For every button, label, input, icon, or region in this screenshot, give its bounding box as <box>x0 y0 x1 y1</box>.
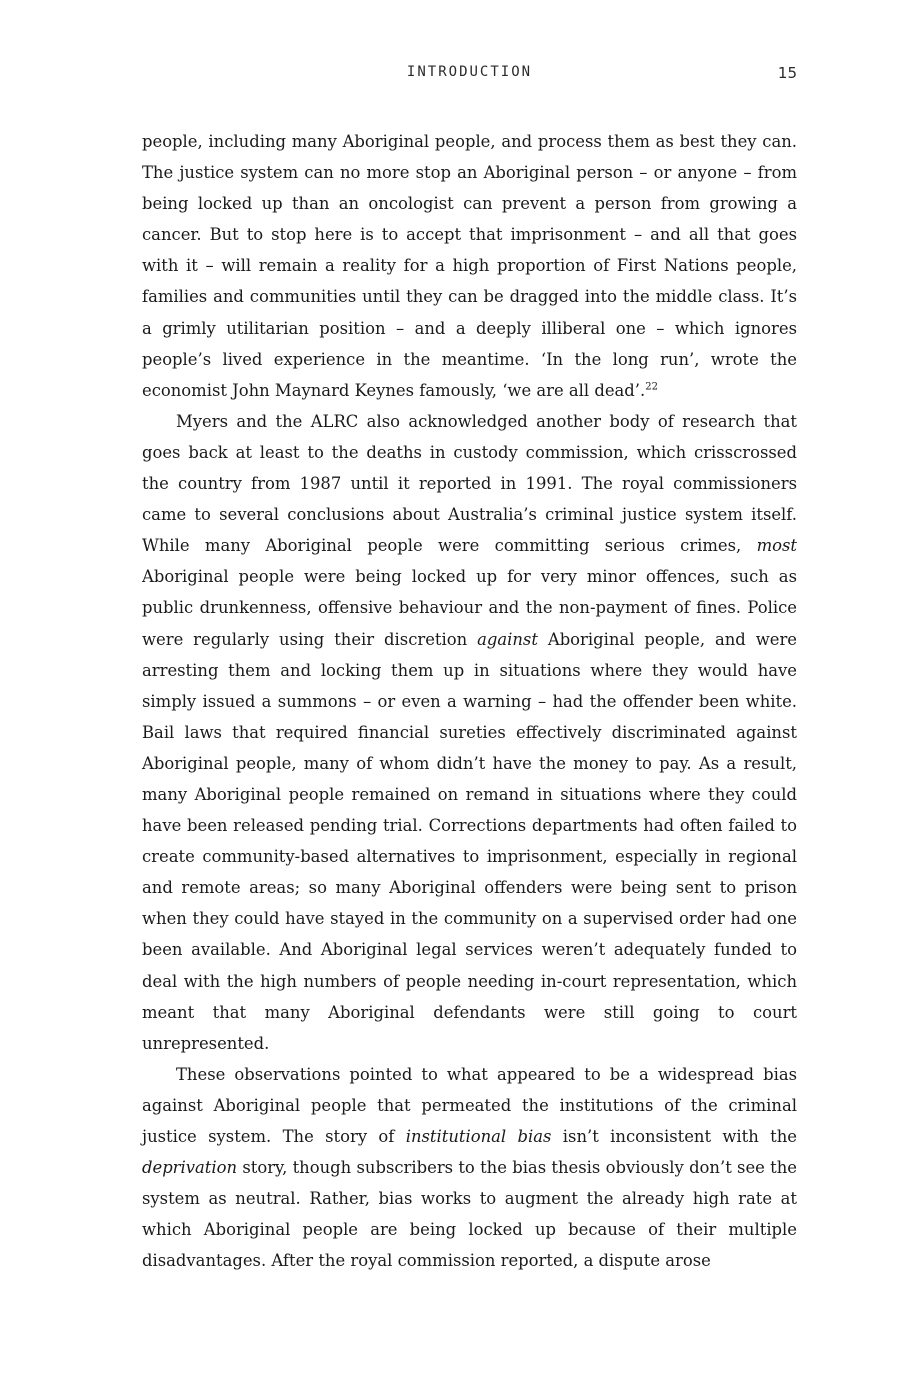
emphasis-text: most <box>756 536 797 556</box>
paragraph-text: Aboriginal people, and were arresting them and locking them up in situations where they would have simply issued a summons – or even a warning – had the offender been white. Bail laws that required financial sureties effectively discriminated against Aboriginal people, many of whom didn’t have the money to pay. As a result, many Aboriginal people remained on remand in situations where they could have been released pending trial. Corrections departments had often failed to create community-based alternatives to imprisonment, especially in regional and remote areas; so many Aboriginal offenders were being sent to prison when they could have stayed in the community on a supervised order had one been available. And Aboriginal legal services weren’t adequately funded to deal with the high numbers of people needing in-court representation, which meant that many Aboriginal defendants were still going to court unrepresented. <box>142 629 797 1053</box>
emphasis-text: deprivation <box>142 1158 238 1178</box>
paragraph-3 <box>142 1059 797 1277</box>
running-head <box>142 64 797 88</box>
emphasis-text: against <box>477 629 538 649</box>
page-number: 15 <box>777 64 797 82</box>
paragraph-text: Myers and the ALRC also acknowledged another body of research that goes back at least to the deaths in custody commission, which crisscrossed the country from 1987 until it reported in 1991. The royal commissioners came to several conclusions about Australia’s criminal justice system itself. While many Aboriginal people were committing serious crimes, <box>142 411 797 556</box>
paragraph-text: Aboriginal people were being locked up for very minor offences, such as public drunkenness, offensive behaviour and the non-payment of fines. Police were regularly using their discretion <box>142 567 797 649</box>
paragraph-text: These observations pointed to what appeared to be a widespread bias against Aboriginal people that permeated the institutions of the criminal justice system. The story of <box>142 1064 797 1146</box>
paragraph-text: isn’t inconsistent with the <box>551 1127 797 1146</box>
emphasis-text: institutional bias <box>405 1127 552 1146</box>
chapter-title: INTRODUCTION <box>406 64 533 80</box>
paragraph-text: story, though subscribers to the bias thesis obviously don’t see the system as neutral. Rather, bias works to augment the already high rate at which Aboriginal people are being locked up because of their multiple disadvantages. After the royal commission reported, a dispute arose <box>142 1158 797 1271</box>
paragraph-1 <box>142 126 797 406</box>
footnote-ref-22: 22 <box>645 381 658 393</box>
paragraph-text: people, including many Aboriginal people, and process them as best they can. The justice system can no more stop an Aboriginal person – or anyone – from being locked up than an oncologist can prevent a person from growing a cancer. But to stop here is to accept that imprisonment – and all that goes with it – will remain a reality for a high proportion of First Nations people, families and communities until they can be dragged into the middle class. It’s a grimly utilitarian position – and a deeply illiberal one – which ignores people’s lived experience in the meantime. ‘In the long run’, wrote the economist John Maynard Keynes famously, ‘we are all dead’. <box>142 132 797 400</box>
paragraph-2 <box>142 406 797 1059</box>
body-text <box>142 126 797 1276</box>
